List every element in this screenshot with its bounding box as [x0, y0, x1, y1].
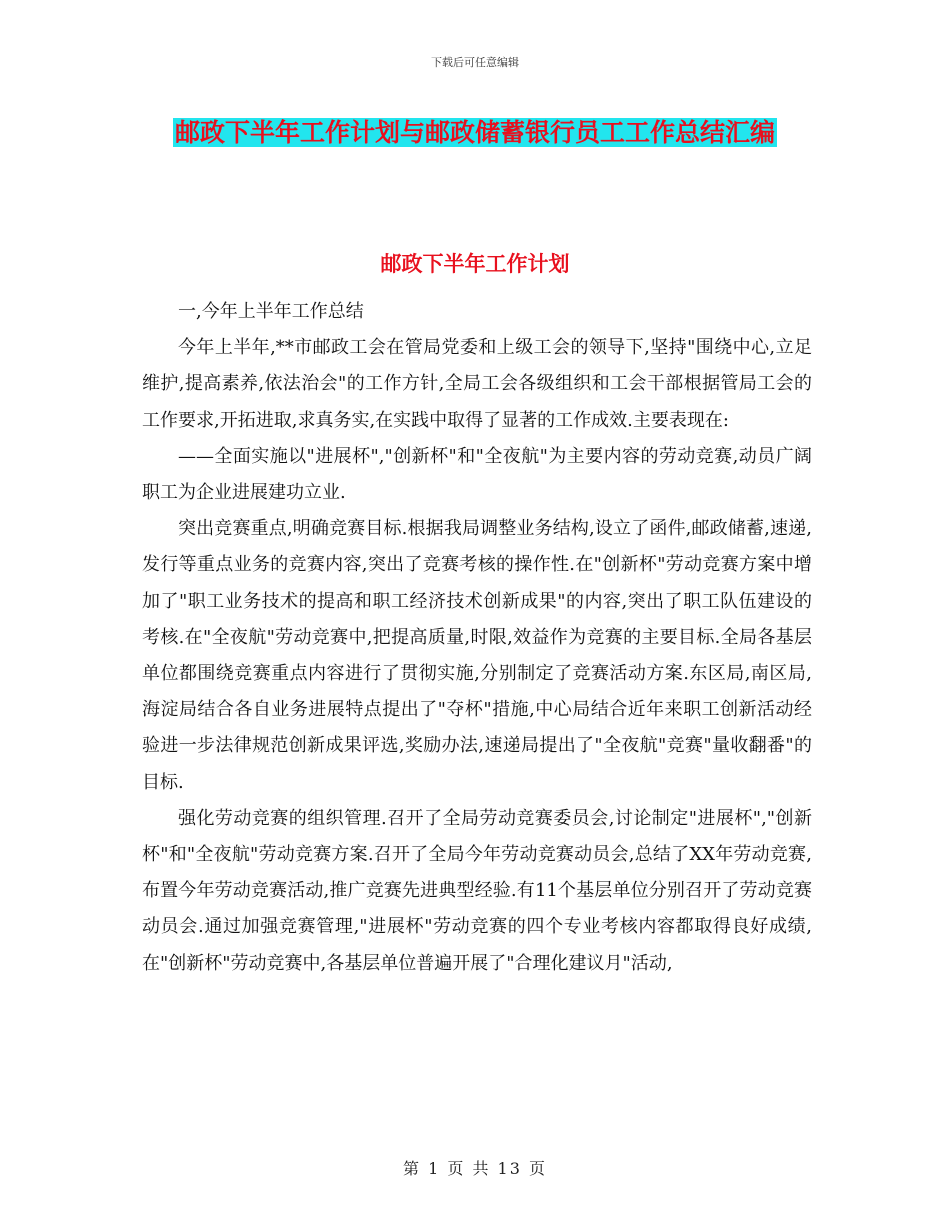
document-title	[140, 112, 810, 154]
paragraph: 一,今年上半年工作总结	[178, 301, 364, 322]
section-title: 邮政下半年工作计划	[380, 252, 570, 276]
document-body	[142, 294, 812, 982]
header-note: 下载后可任意编辑	[431, 56, 519, 69]
paragraph: 强化劳动竞赛的组织管理.召开了全局劳动竞赛委员会,讨论制定"进展杯","创新杯"和"全夜航"劳动竞赛方案.召开了全局今年劳动竞赛动员会,总结了XX年劳动竞赛,布置今年劳动竞赛活动,推广竞赛先进典型经验.有11个基层单位分别召开了劳动竞赛动员会.通过加强竞赛管理,"进展杯"劳动竞赛的四个专业考核内容都取得良好成绩,在"创新杯"劳动竞赛中,各基层单位普遍开展了"合理化建议月"活动,	[142, 807, 812, 974]
paragraph: ——全面实施以"进展杯","创新杯"和"全夜航"为主要内容的劳动竞赛,动员广阔职工为企业进展建功立业.	[142, 445, 812, 504]
document-title-text: 邮政下半年工作计划与邮政储蓄银行员工工作总结汇编	[174, 118, 775, 147]
page-footer: 第 1 页 共 13 页	[403, 1159, 547, 1178]
paragraph: 今年上半年,**市邮政工会在管局党委和上级工会的领导下,坚持"围绕中心,立足维护,提高素养,依法治会"的工作方针,全局工会各级组织和工会干部根据管局工会的工作要求,开拓进取,求真务实,在实践中取得了显著的工作成效.主要表现在:	[142, 337, 812, 431]
paragraph: 突出竞赛重点,明确竞赛目标.根据我局调整业务结构,设立了函件,邮政储蓄,速递,发行等重点业务的竞赛内容,突出了竞赛考核的操作性.在"创新杯"劳动竞赛方案中增加了"职工业务技术的提高和职工经济技术创新成果"的内容,突出了职工队伍建设的考核.在"全夜航"劳动竞赛中,把提高质量,时限,效益作为竞赛的主要目标.全局各基层单位都围绕竞赛重点内容进行了贯彻实施,分别制定了竞赛活动方案.东区局,南区局,海淀局结合各自业务进展特点提出了"夺杯"措施,中心局结合近年来职工创新活动经验进一步法律规范创新成果评选,奖励办法,速递局提出了"全夜航"竞赛"量收翻番"的目标.	[142, 518, 812, 793]
